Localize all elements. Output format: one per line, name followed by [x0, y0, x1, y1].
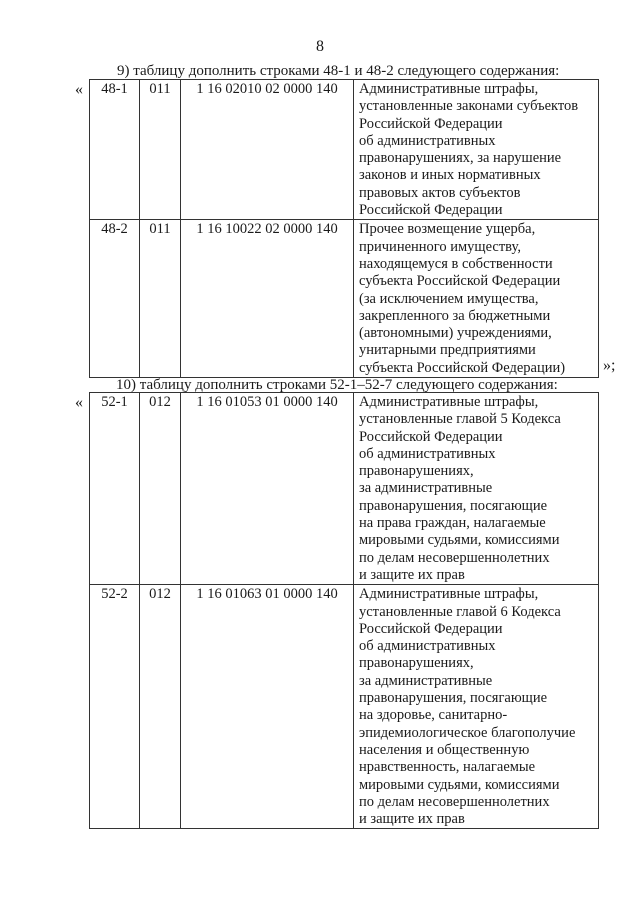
row-number-cell: 48-1	[90, 80, 140, 220]
description-line: об административных	[359, 132, 496, 149]
page-number: 8	[316, 38, 324, 55]
table-row	[90, 585, 599, 829]
table-section-10	[89, 392, 599, 829]
description-line: (за исключением имущества,	[359, 290, 539, 307]
description-line: и защите их прав	[359, 811, 465, 828]
admin-code-cell: 012	[140, 393, 181, 585]
description-line: правовых актов субъектов	[359, 184, 521, 201]
description-line: находящемуся в собственности	[359, 255, 553, 272]
section-9-intro: 9) таблицу дополнить строками 48-1 и 48-2 следующего содержания:	[117, 63, 560, 79]
description-line: об административных	[359, 638, 496, 655]
description-line: унитарными предприятиями	[359, 342, 536, 359]
description-cell	[354, 585, 599, 829]
description-line: мировыми судьями, комиссиями	[359, 776, 560, 793]
kbk-code-cell: 1 16 01063 01 0000 140	[181, 585, 354, 829]
section-10-intro: 10) таблицу дополнить строками 52-1–52-7 следующего содержания:	[116, 377, 558, 393]
description-line: и защите их прав	[359, 566, 465, 583]
table-row	[90, 393, 599, 585]
description-cell	[354, 80, 599, 220]
open-quote-mark: «	[75, 394, 83, 411]
description-line: установленные главой 5 Кодекса	[359, 411, 561, 428]
description-line: законов и иных нормативных	[359, 167, 541, 184]
admin-code-cell: 011	[140, 80, 181, 220]
description-line: Прочее возмещение ущерба,	[359, 221, 536, 238]
description-line: установленные главой 6 Кодекса	[359, 603, 561, 620]
kbk-code-cell: 1 16 02010 02 0000 140	[181, 80, 354, 220]
description-line: субъекта Российской Федерации)	[359, 359, 566, 376]
close-quote-mark: »;	[603, 357, 616, 374]
description-line: Административные штрафы,	[359, 586, 539, 603]
admin-code-cell: 011	[140, 220, 181, 378]
description-line: Российской Федерации	[359, 115, 503, 132]
row-number-cell: 52-1	[90, 393, 140, 585]
description-line: правонарушения, посягающие	[359, 690, 548, 707]
description-line: Российской Федерации	[359, 620, 503, 637]
description-line: об административных	[359, 445, 496, 462]
description-line: за административные	[359, 480, 493, 497]
description-line: субъекта Российской Федерации	[359, 273, 561, 290]
description-line: причиненного имуществу,	[359, 238, 521, 255]
description-line: нравственность, налагаемые	[359, 759, 536, 776]
description-line: Российской Федерации	[359, 202, 503, 219]
open-quote-mark: «	[75, 81, 83, 98]
description-cell	[354, 220, 599, 378]
description-line: по делам несовершеннолетних	[359, 549, 550, 566]
table-row	[90, 220, 599, 378]
table-section-9	[89, 79, 599, 378]
description-line: правонарушениях, за нарушение	[359, 150, 562, 167]
description-cell	[354, 393, 599, 585]
description-line: по делам несовершеннолетних	[359, 793, 550, 810]
description-line: Российской Федерации	[359, 428, 503, 445]
description-line: (автономными) учреждениями,	[359, 325, 552, 342]
description-line: Административные штрафы,	[359, 81, 539, 97]
kbk-code-cell: 1 16 01053 01 0000 140	[181, 393, 354, 585]
description-line: Административные штрафы,	[359, 394, 539, 410]
description-line: правонарушениях,	[359, 463, 474, 480]
description-line: правонарушения, посягающие	[359, 497, 548, 514]
table-row	[90, 80, 599, 220]
admin-code-cell: 012	[140, 585, 181, 829]
description-line: за административные	[359, 672, 493, 689]
description-line: на здоровье, санитарно-	[359, 707, 508, 724]
row-number-cell: 48-2	[90, 220, 140, 378]
description-line: населения и общественную	[359, 741, 530, 758]
description-line: правонарушениях,	[359, 655, 474, 672]
kbk-code-cell: 1 16 10022 02 0000 140	[181, 220, 354, 378]
description-line: на права граждан, налагаемые	[359, 515, 546, 532]
description-line: установленные законами субъектов	[359, 98, 579, 115]
description-line: эпидемиологическое благополучие	[359, 724, 576, 741]
description-line: закрепленного за бюджетными	[359, 307, 551, 324]
description-line: мировыми судьями, комиссиями	[359, 532, 560, 549]
row-number-cell: 52-2	[90, 585, 140, 829]
